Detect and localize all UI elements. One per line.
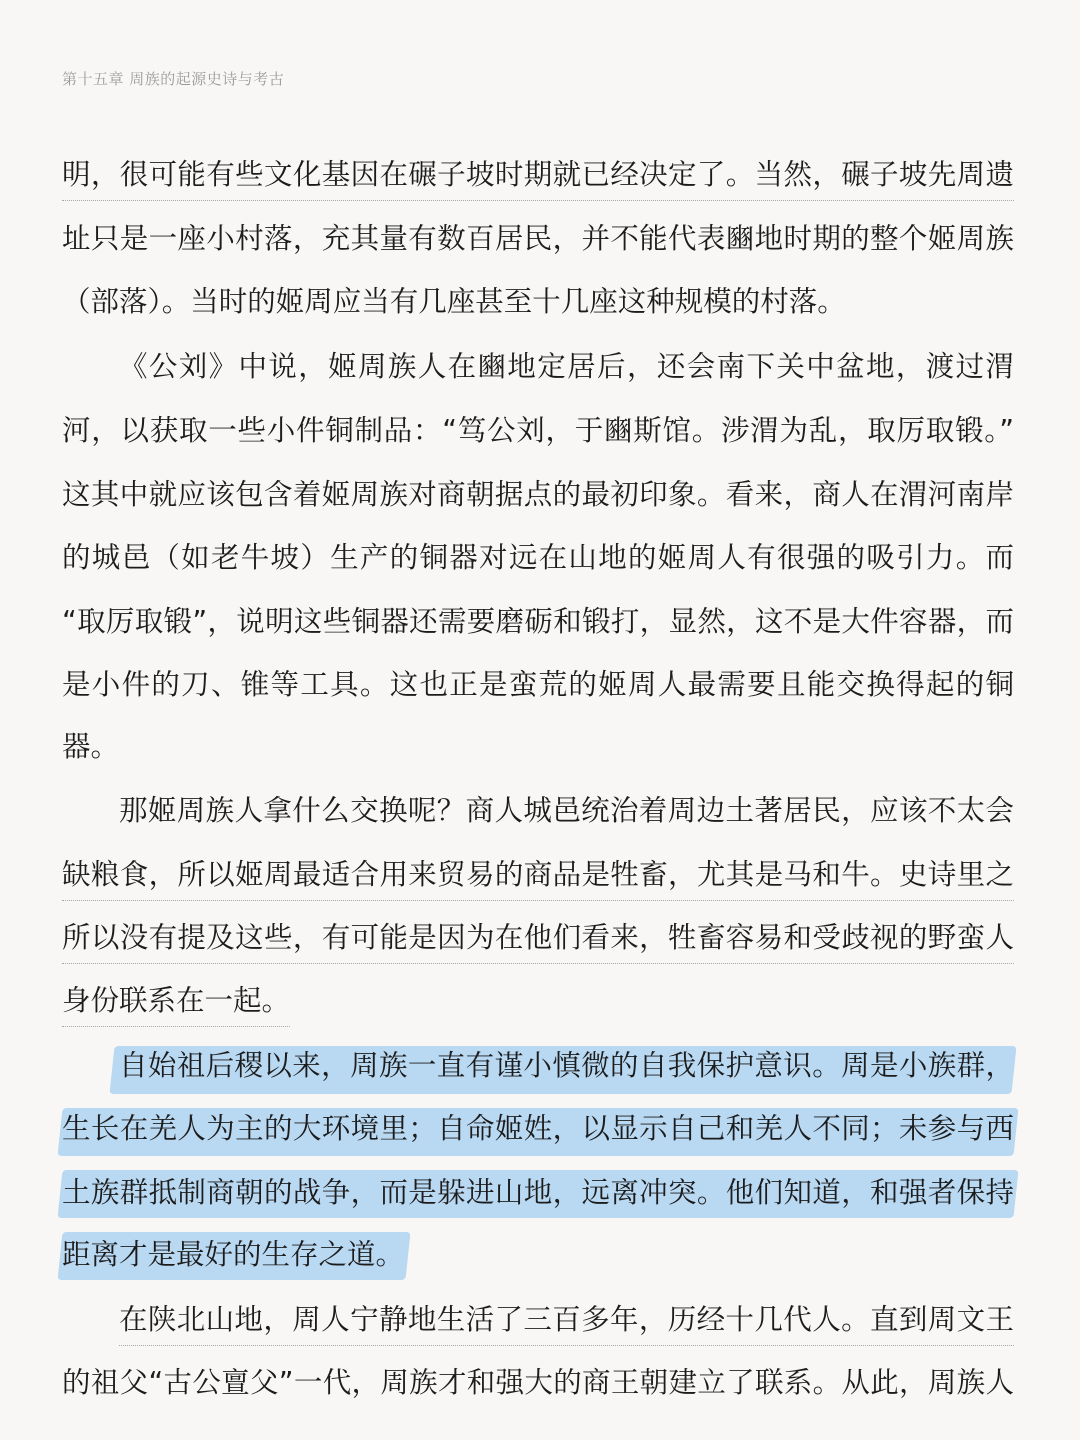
text-line: 所以没有提及这些，有可能是因为在他们看来，牲畜容易和受歧视的野蛮人 [62, 913, 1014, 964]
text-line: 在陕北山地，周人宁静地生活了三百多年，历经十几代人。直到周文王 [119, 1295, 1014, 1346]
text-line: 《公刘》中说，姬周族人在豳地定居后，还会南下关中盆地，渡过渭 [119, 350, 1014, 383]
highlighted-line: 距离才是最好的生存之道。 [62, 1238, 405, 1271]
text-line: 这其中就应该包含着姬周族对商朝据点的最初印象。看来，商人在渭河南岸 [62, 478, 1014, 511]
text-line: 是小件的刀、锥等工具。这也正是蛮荒的姬周人最需要且能交换得起的铜 [62, 668, 1014, 701]
text-line: （部落）。当时的姬周应当有几座甚至十几座这种规模的村落。 [62, 285, 846, 318]
chapter-header: 第十五章 周族的起源史诗与考古 [62, 70, 285, 88]
text-line: 河，以获取一些小件铜制品：“笃公刘，于豳斯馆。涉渭为乱，取厉取锻。” [62, 414, 1014, 447]
text-line: “取厉取锻”，说明这些铜器还需要磨砺和锻打，显然，这不是大件容器，而 [62, 605, 1014, 638]
text-line: 的祖父“古公亶父”一代，周族才和强大的商王朝建立了联系。从此，周族人 [62, 1366, 1014, 1399]
text-line: 缺粮食，所以姬周最适合用来贸易的商品是牲畜，尤其是马和牛。史诗里之 [62, 850, 1014, 901]
text-line: 器。 [62, 730, 120, 763]
highlighted-line: 生长在羌人为主的大环境里；自命姬姓，以显示自己和羌人不同；未参与西 [62, 1112, 1014, 1145]
text-line: 的城邑（如老牛坡）生产的铜器对远在山地的姬周人有很强的吸引力。而 [62, 541, 1014, 574]
text-line: 身份联系在一起。 [62, 976, 290, 1027]
highlighted-line: 土族群抵制商朝的战争，而是躲进山地，远离冲突。他们知道，和强者保持 [62, 1176, 1014, 1209]
text-line: 明，很可能有些文化基因在碾子坡时期就已经决定了。当然，碾子坡先周遗 [62, 150, 1014, 201]
text-line: 址只是一座小村落，充其量有数百居民，并不能代表豳地时期的整个姬周族 [62, 222, 1014, 255]
highlighted-line: 自始祖后稷以来，周族一直有谨小慎微的自我保护意识。周是小族群， [119, 1049, 1014, 1082]
text-line: 那姬周族人拿什么交换呢？商人城邑统治着周边土著居民，应该不太会 [119, 794, 1014, 827]
